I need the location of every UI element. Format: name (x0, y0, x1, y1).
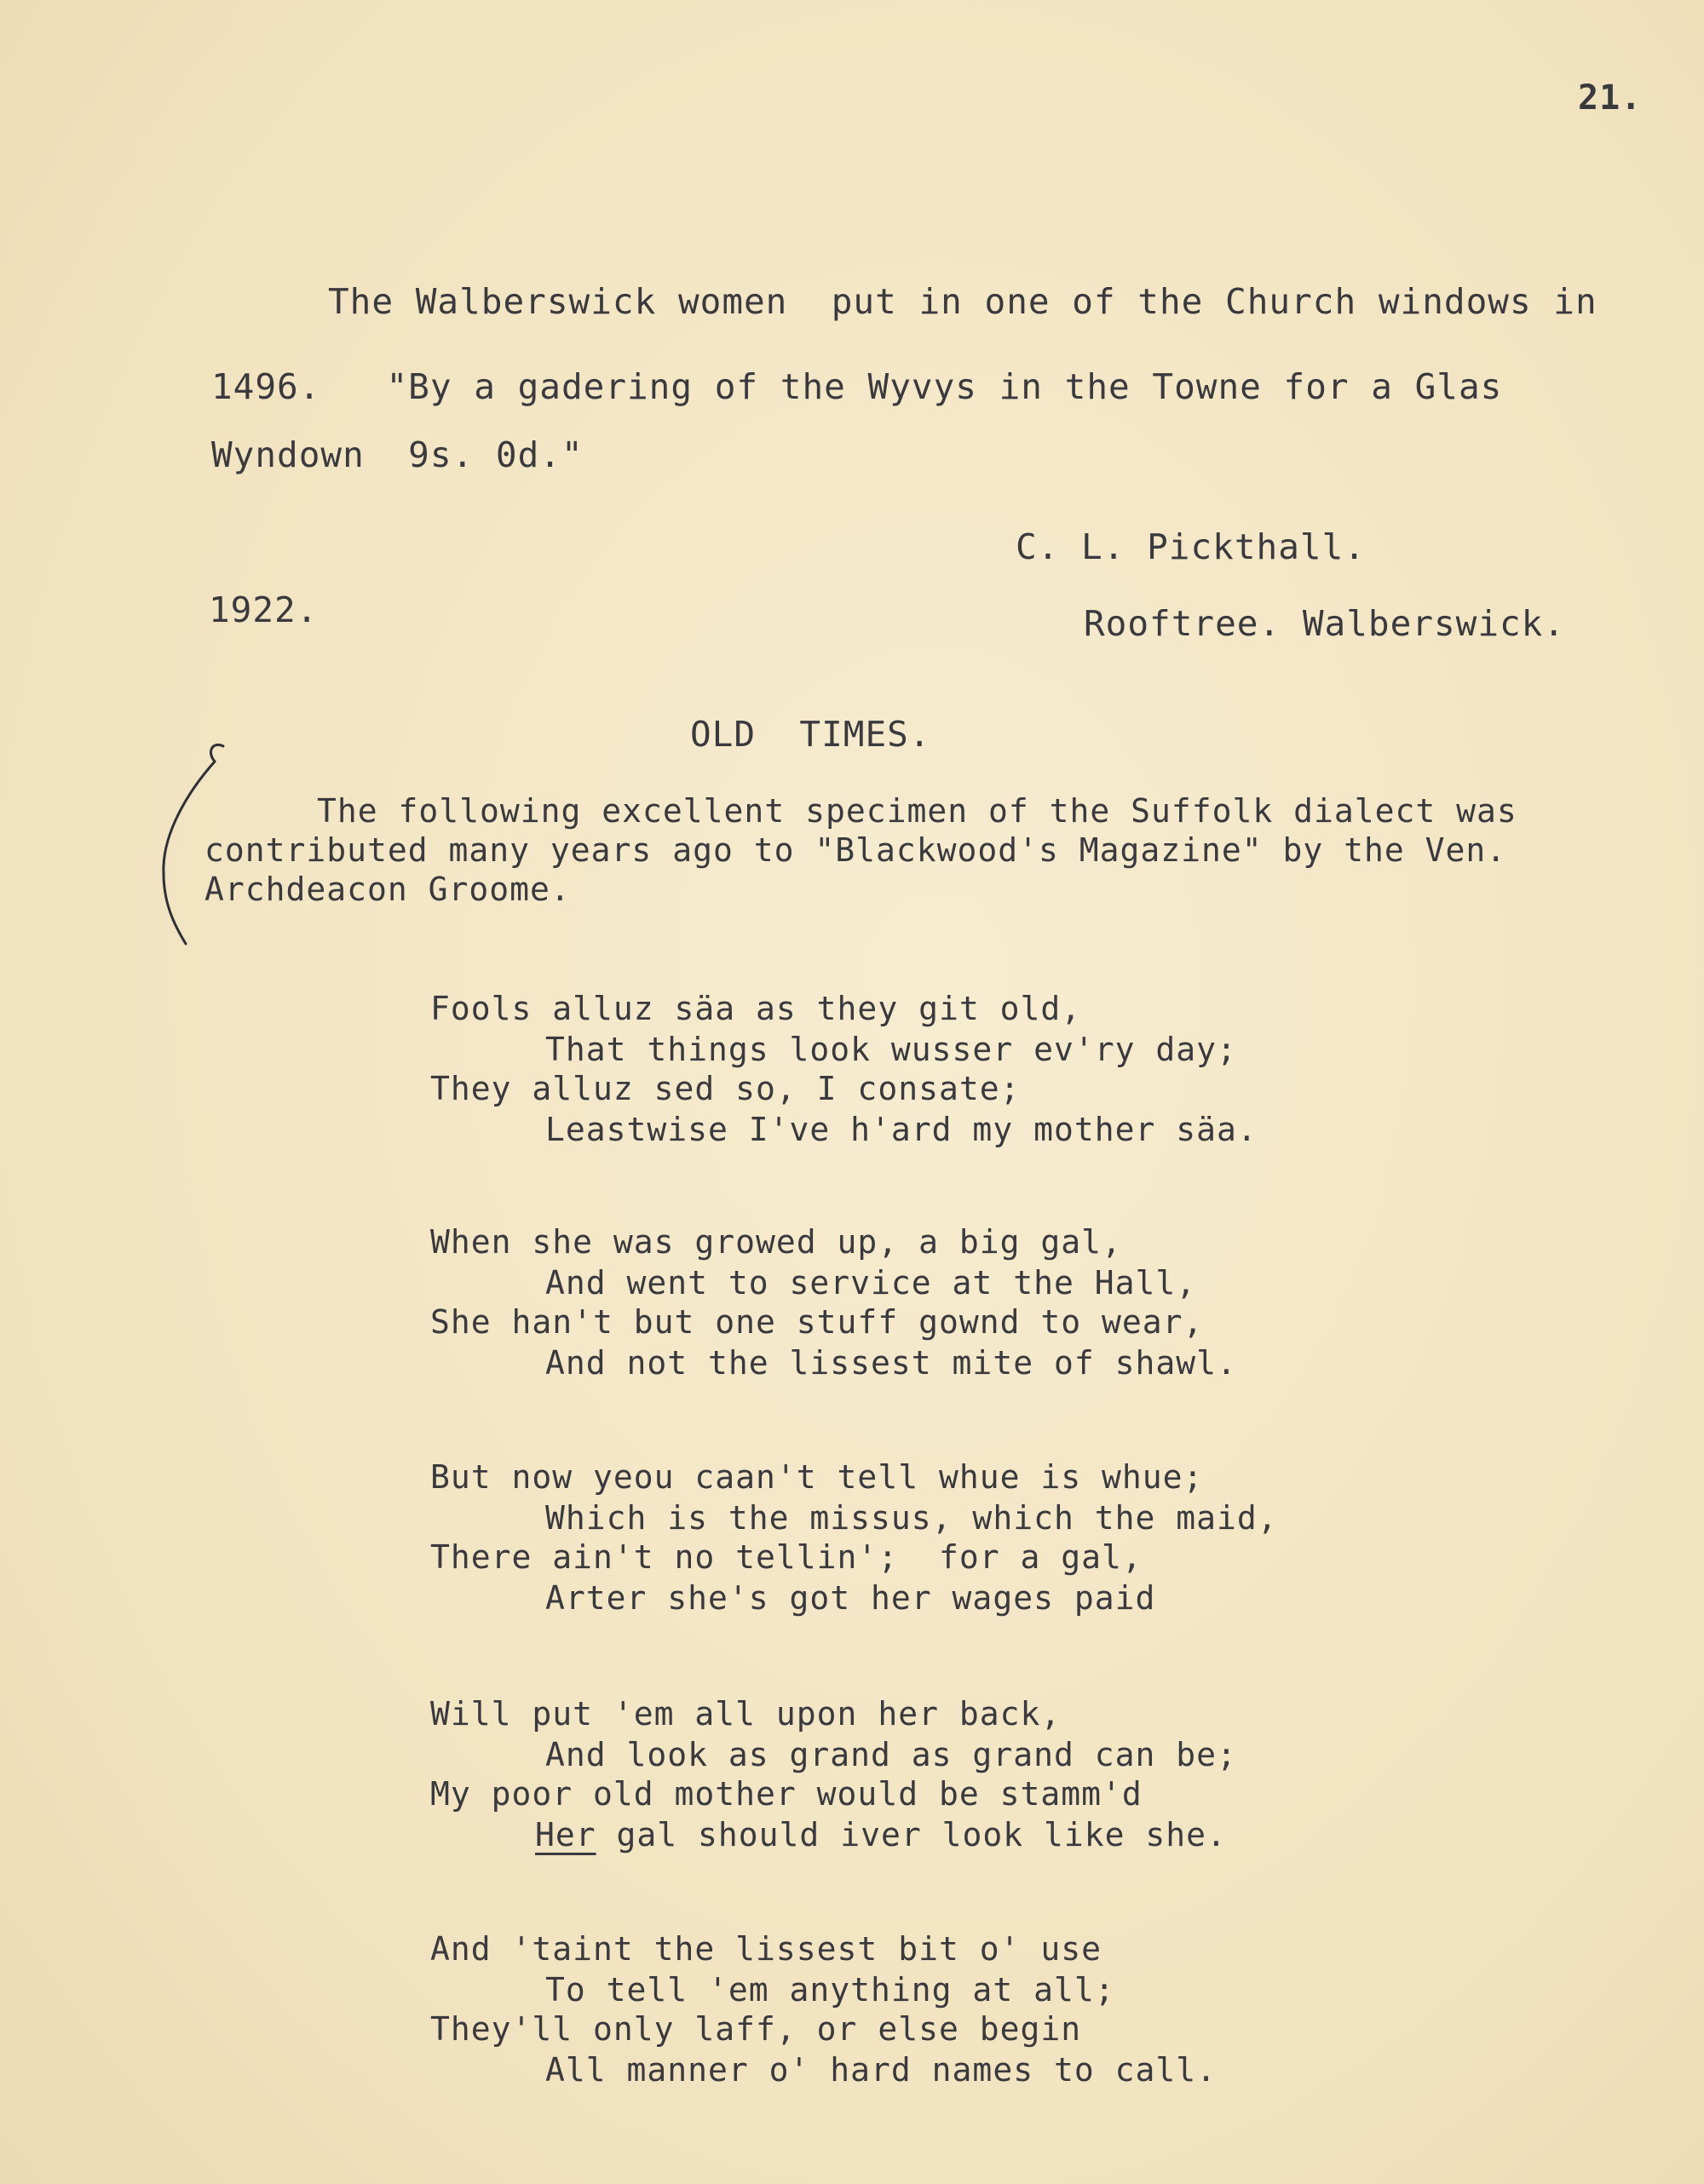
verse-3-line-4: Arter she's got her wages paid (545, 1579, 1156, 1617)
verse-3-line-3: There ain't no tellin'; for a gal, (430, 1538, 1143, 1576)
page-number: 21. (1578, 78, 1643, 118)
verse-5-line-1: And 'taint the lissest bit o' use (430, 1930, 1102, 1968)
verse-4-line-2: And look as grand as grand can be; (545, 1736, 1237, 1773)
verse-4-line-4-rest: gal should iver look like she. (616, 1816, 1227, 1854)
verse-3-line-1: But now yeou caan't tell whue is whue; (430, 1458, 1204, 1496)
intro-line-1: The Walberswick women put in one of the Church windows in (328, 281, 1598, 322)
preface-line-2: contributed many years ago to "Blackwood's Magazine" by the Ven. (204, 831, 1507, 869)
verse-4-line-1: Will put 'em all upon her back, (430, 1695, 1062, 1733)
preface-line-3: Archdeacon Groome. (204, 871, 571, 908)
verse-4-line-3: My poor old mother would be stamm'd (430, 1775, 1143, 1813)
verse-1-line-4: Leastwise I've h'ard my mother säa. (545, 1111, 1258, 1148)
verse-1-line-2: That things look wusser ev'ry day; (545, 1031, 1237, 1068)
preface-line-1: The following excellent specimen of the Suffolk dialect was (317, 792, 1517, 830)
intro-line-3: Wyndown 9s. 0d." (211, 434, 584, 475)
verse-2-line-2: And went to service at the Hall, (545, 1264, 1197, 1302)
verse-1-line-3: They alluz sed so, I consate; (430, 1070, 1021, 1107)
verse-5-line-3: They'll only laff, or else begin (430, 2010, 1082, 2048)
signature-address: Rooftree. Walberswick. (1084, 603, 1566, 644)
verse-5-line-4: All manner o' hard names to call. (545, 2051, 1217, 2089)
section-title: OLD TIMES. (690, 714, 931, 755)
intro-line-2: 1496. "By a gadering of the Wyvys in the Towne for a Glas (211, 366, 1503, 407)
signature-year: 1922. (209, 589, 319, 630)
verse-4-line-4 (535, 1816, 1227, 1854)
signature-name: C. L. Pickthall. (1016, 526, 1366, 567)
verse-5-line-2: To tell 'em anything at all; (545, 1971, 1115, 2009)
underlined-word: Her (535, 1816, 596, 1854)
verse-2-line-3: She han't but one stuff gownd to wear, (430, 1303, 1204, 1341)
verse-2-line-4: And not the lissest mite of shawl. (545, 1344, 1237, 1382)
verse-3-line-2: Which is the missus, which the maid, (545, 1499, 1278, 1537)
verse-2-line-1: When she was growed up, a big gal, (430, 1223, 1122, 1261)
verse-1-line-1: Fools alluz säa as they git old, (430, 990, 1082, 1027)
